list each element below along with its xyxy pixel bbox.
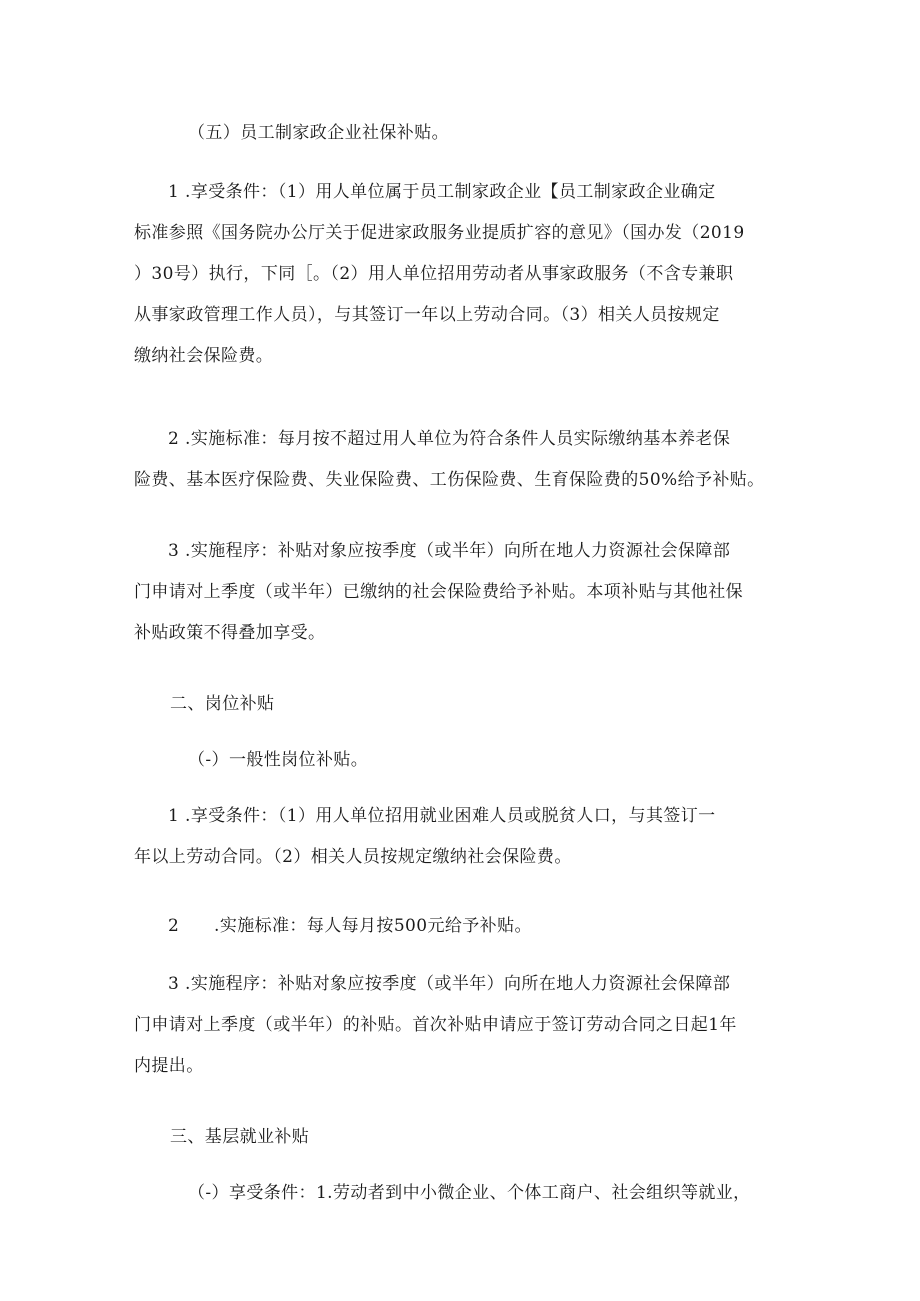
section-heading-three [134, 1117, 794, 1158]
subsection-heading-general-post [134, 740, 794, 781]
paragraph-post-standard [134, 906, 794, 947]
text-line: 标准参照《国务院办公厅关于促进家政服务业提质扩容的意见》（国办发（2019 [134, 223, 745, 243]
text-line: 门申请对上季度（或半年）的补贴。首次补贴申请应于签订劳动合同之日起1年 [134, 1015, 737, 1035]
text-line: 缴纳社会保险费。 [134, 346, 274, 366]
paragraph-post-procedure [134, 964, 794, 1087]
text-line: 门申请对上季度（或半年）已缴纳的社会保险费给予补贴。本项补贴与其他社保 [134, 582, 743, 602]
text-line: 2 .实施标准：每人每月按500元给予补贴。 [168, 916, 532, 936]
paragraph-post-eligibility [134, 796, 794, 878]
text-line: 1 .享受条件：（1）用人单位属于员工制家政企业【员工制家政企业确定 [168, 182, 716, 202]
paragraph-procedure [134, 531, 794, 654]
paragraph-grassroots-eligibility [134, 1173, 794, 1214]
text-line: 险费、基本医疗保险费、失业保险费、工伤保险费、生育保险费的50%给予补贴。 [134, 470, 765, 490]
text-line: ）30号）执行，下同［。（2）用人单位招用劳动者从事家政服务（不含专兼职 [134, 264, 734, 284]
text-line: 内提出。 [134, 1056, 204, 1076]
text-line: （-）享受条件：1.劳动者到中小微企业、个体工商户、社会组织等就业， [188, 1183, 751, 1203]
text-line: 从事家政管理工作人员），与其签订一年以上劳动合同。（3）相关人员按规定 [134, 305, 720, 325]
text-line: 3 .实施程序：补贴对象应按季度（或半年）向所在地人力资源社会保障部 [168, 541, 731, 561]
text-line: 2 .实施标准：每月按不超过用人单位为符合条件人员实际缴纳基本养老保 [168, 429, 731, 449]
text-line: 3 .实施程序：补贴对象应按季度（或半年）向所在地人力资源社会保障部 [168, 974, 731, 994]
section-heading-two [134, 684, 794, 725]
paragraph-standard [134, 419, 794, 501]
section-heading-five [134, 113, 794, 154]
text-line: 三、基层就业补贴 [170, 1127, 310, 1147]
text-line: （-）一般性岗位补贴。 [188, 750, 369, 770]
text-line: 1 .享受条件：（1）用人单位招用就业困难人员或脱贫人口，与其签订一 [168, 806, 716, 826]
text-line: （五）员工制家政企业社保补贴。 [188, 123, 449, 143]
paragraph-eligibility [134, 172, 794, 377]
text-line: 二、岗位补贴 [170, 694, 275, 714]
text-line: 补贴政策不得叠加享受。 [134, 623, 326, 643]
text-line: 年以上劳动合同。（2）相关人员按规定缴纳社会保险费。 [134, 847, 572, 867]
